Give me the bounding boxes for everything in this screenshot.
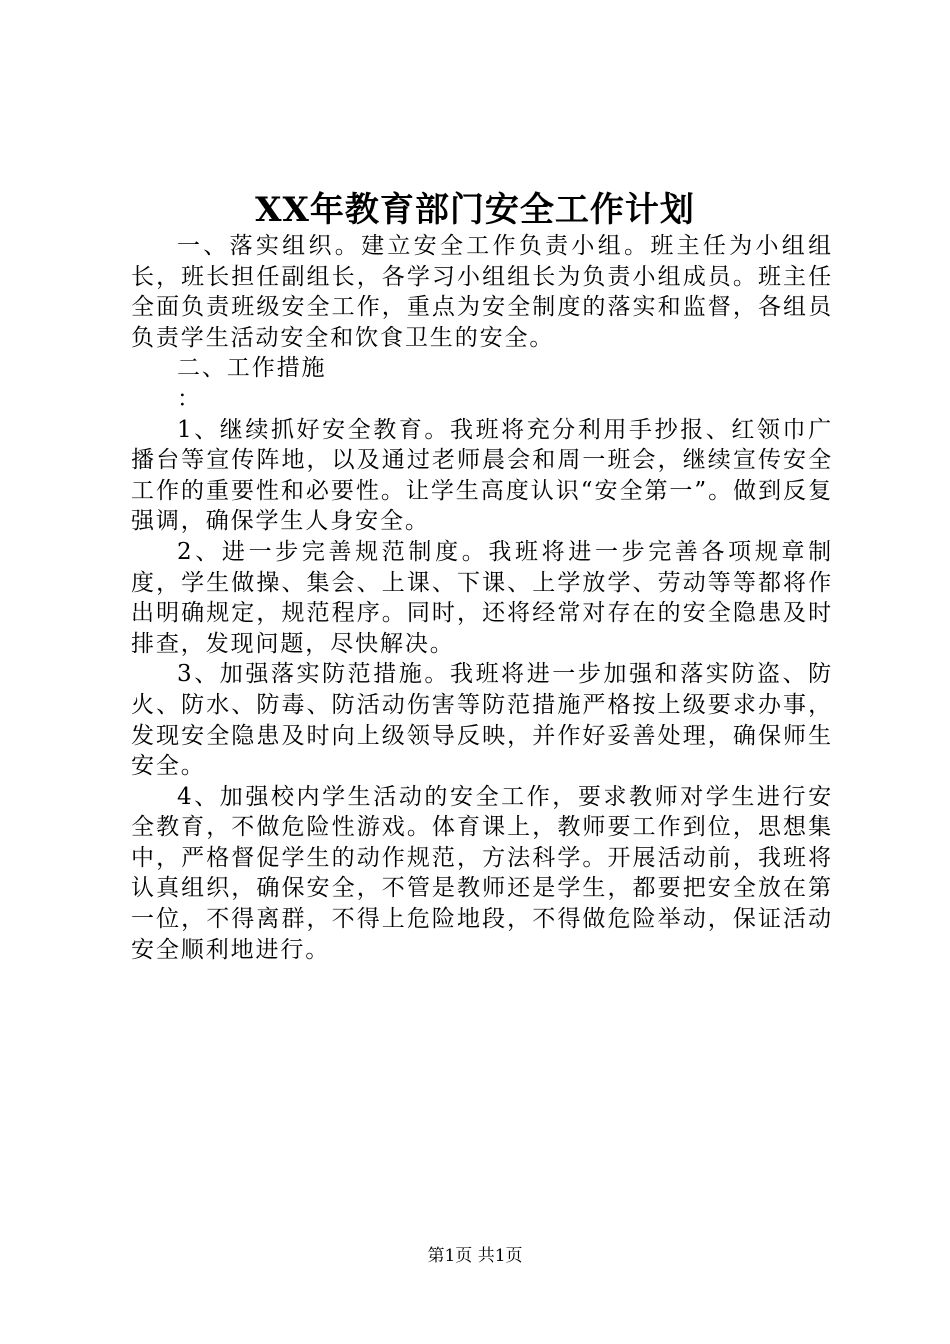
document-title: XX年教育部门安全工作计划 [255,190,695,230]
paragraph-measures-heading: 二、工作措施 [177,355,327,382]
paragraph-item-2: 2、进一步完善规范制度。我班将进一步完善各项规章制度，学生做操、集会、上课、下课、上学放学、劳动等等都将作出明确规定，规范程序。同时，还将经常对存在的安全隐患及时排查，发现问题，尽快解决。 [131,538,833,657]
document-body [131,231,833,965]
paragraph-item-4: 4、加强校内学生活动的安全工作，要求教师对学生进行安全教育，不做危险性游戏。体育课上，教师要工作到位，思想集中，严格督促学生的动作规范，方法科学。开展活动前，我班将认真组织，确保安全，不管是教师还是学生，都要把安全放在第一位，不得离群，不得上危险地段，不得做危险举动，保证活动安全顺利地进行。 [131,783,833,963]
paragraph-item-1: 1、继续抓好安全教育。我班将充分利用手抄报、红领巾广播台等宣传阵地，以及通过老师晨会和周一班会，继续宣传安全工作的重要性和必要性。让学生高度认识“安全第一”。做到反复强调，确保学生人身安全。 [131,416,833,535]
paragraph-item-3: 3、加强落实防范措施。我班将进一步加强和落实防盗、防火、防水、防毒、防活动伤害等防范措施严格按上级要求办事，发现安全隐患及时向上级领导反映，并作好妥善处理，确保师生安全。 [131,661,833,780]
paragraph-organization: 一、落实组织。建立安全工作负责小组。班主任为小组组长，班长担任副组长，各学习小组组长为负责小组成员。班主任全面负责班级安全工作，重点为安全制度的落实和监督，各组员负责学生活动安全和饮食卫生的安全。 [131,233,833,351]
page-footer: 第1页 共1页 [427,1246,523,1266]
paragraph-colon: ： [177,385,202,412]
